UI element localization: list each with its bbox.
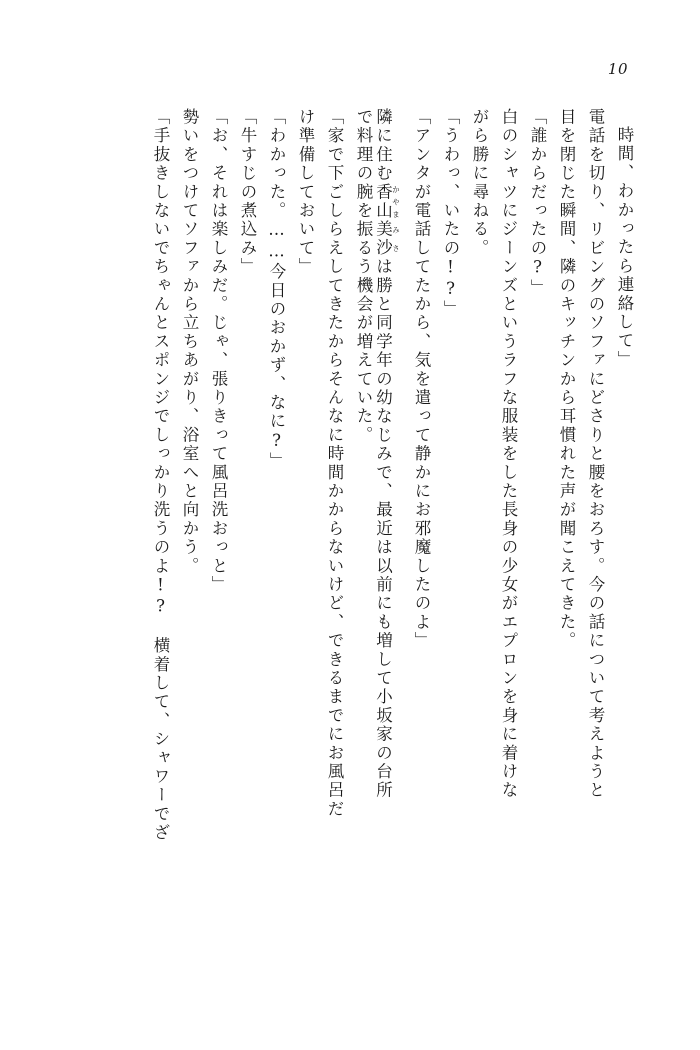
text-column: 白のシャツにジーンズというラフな服装をした長身の少女がエプロンを身に着けな — [499, 108, 518, 800]
text-column-with-ruby: 隣に住む香山 かやま美沙 みさは勝と同学年の幼なじみで、最近は以前にも増して小坂家の台所 — [373, 108, 401, 800]
text-column: 「わかった。……今日のおかず、なに?」 — [267, 108, 286, 471]
page-number: 10 — [607, 60, 628, 78]
ruby-kayama: 香山 かやま — [373, 182, 401, 221]
ruby-reading: みさ — [391, 220, 401, 258]
text-column: がら勝に尋ねる。 — [470, 108, 489, 258]
text-column: け準備しておいて」 — [296, 108, 315, 277]
text-column: 「牛すじの煮込み」 — [238, 108, 257, 277]
text-column: 「家で下ごしらえしてきたからそんなに時間かからないけど、できるまでにお風呂だ — [325, 108, 344, 819]
ruby-reading: かやま — [391, 182, 401, 221]
text-column: 「うわっ、いたの!?」 — [441, 108, 460, 319]
ruby-misa: 美沙 みさ — [373, 220, 401, 258]
vertical-text-body — [62, 108, 632, 988]
text-column: 「誰からだったの?」 — [528, 108, 547, 298]
text-column: 「お、それは楽しみだ。じゃ、張りきって風呂洗おっと」 — [209, 108, 228, 595]
text-column: 「アンタが電話してたから、気を遣って静かにお邪魔したのよ」 — [412, 108, 431, 651]
text-column: 時間、わかったら連絡して」 — [615, 126, 634, 370]
text-column: 目を閉じた瞬間、隣のキッチンから耳慣れた声が聞こえてきた。 — [557, 108, 576, 651]
text-column: 電話を切り、リビングのソファにどさりと腰をおろす。今の話について考えようと — [586, 108, 605, 800]
text-column: 勢いをつけてソファから立ちあがり、浴室へと向かう。 — [180, 108, 199, 576]
text-column: 「手抜きしないでちゃんとスポンジでしっかり洗うのよ!? 横着して、シャワーでざ — [151, 108, 170, 843]
text-column: で料理の腕を振るう機会が増えていた。 — [354, 108, 373, 445]
